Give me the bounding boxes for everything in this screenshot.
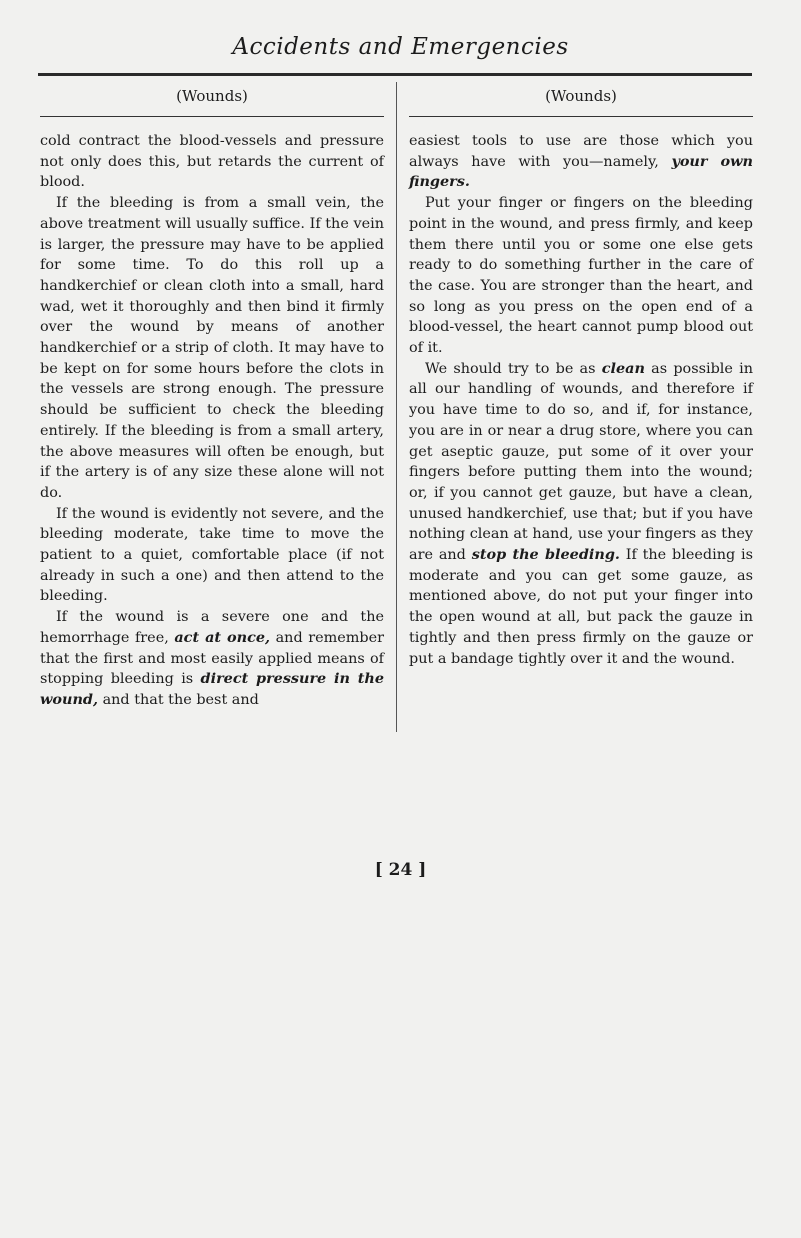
text-run: easiest tools to use are those which you always have with you—namely, (409, 133, 753, 170)
left-column-body (40, 131, 384, 711)
paragraph: If the wound is evidently not severe, and the bleeding moderate, take time to move the patient to a quiet, comfortable place (if not already in such a one) and then attend to the bleeding. (40, 505, 384, 605)
paragraph (409, 359, 753, 670)
column-divider (396, 82, 397, 732)
paragraph: cold contract the blood-vessels and pressure not only does this, but retards the current of blood. (40, 133, 384, 191)
emphasis: stop the bleeding. (471, 546, 620, 564)
text-run: If the wound is a severe one and the hemorrhage free, (40, 609, 384, 646)
text-run: as possible in all our handling of wounds, and therefore if you have time to do so, and if, for instance, you are in or near a drug store, where you can get aseptic gauze, put some of it over your fingers before putting them into the wound; or, if you cannot get gauze, but have a clean, unused handkerchief, use that; but if you have nothing clean at hand, use your fingers as they are and (409, 360, 753, 564)
paragraph: Put your finger or fingers on the bleeding point in the wound, and press firmly, and keep them there until you or some one else gets ready to do something further in the care of the case. You are stronger than the heart, and so long as you press on the open end of a blood-vessel, the heart cannot pump blood out of it. (409, 195, 753, 357)
page-number: [ 24 ] (374, 860, 427, 880)
text-run: and remember that the first and most easily applied means of stopping bleeding is (40, 629, 385, 688)
paragraph: If the bleeding is from a small vein, the above treatment will usually suffice. If the vein is larger, the pressure may have to be applied for some time. To do this roll up a handkerchief or clean cloth into a small, hard wad, wet it thoroughly and then bind it firmly over the wound by means of another handkerchief or a strip of cloth. It may have to be kept on for some hours before the clots in the vessels are strong enough. The pressure should be sufficient to check the bleeding entirely. If the bleeding is from a small artery, the above measures will often be enough, but if the artery is of any size these alone will not do. (40, 195, 384, 501)
right-column (409, 86, 753, 669)
running-title: Accidents and Emergencies (232, 34, 569, 60)
text-run: We should try to be as (425, 360, 596, 377)
emphasis: act at once, (174, 628, 271, 646)
left-column (40, 86, 384, 711)
emphasis: your own fingers. (409, 152, 753, 191)
emphasis: clean (601, 359, 645, 377)
right-column-body (409, 131, 753, 669)
paragraph (40, 607, 384, 711)
emphasis: direct pressure in the wound, (40, 670, 384, 708)
text-run: If the bleeding is moderate and you can get some gauze, as mentioned above, do not put your finger into the open wound at all, but pack the gauze in tightly and then press firmly on the gauze or put a bandage tightly over it and the wound. (409, 547, 754, 667)
paragraph (409, 131, 753, 193)
left-column-rule (40, 116, 384, 117)
header-rule (38, 73, 752, 76)
left-column-heading: (Wounds) (176, 87, 248, 105)
right-column-rule (409, 116, 753, 117)
text-run: and that the best and (102, 691, 259, 708)
right-column-heading: (Wounds) (545, 87, 617, 105)
